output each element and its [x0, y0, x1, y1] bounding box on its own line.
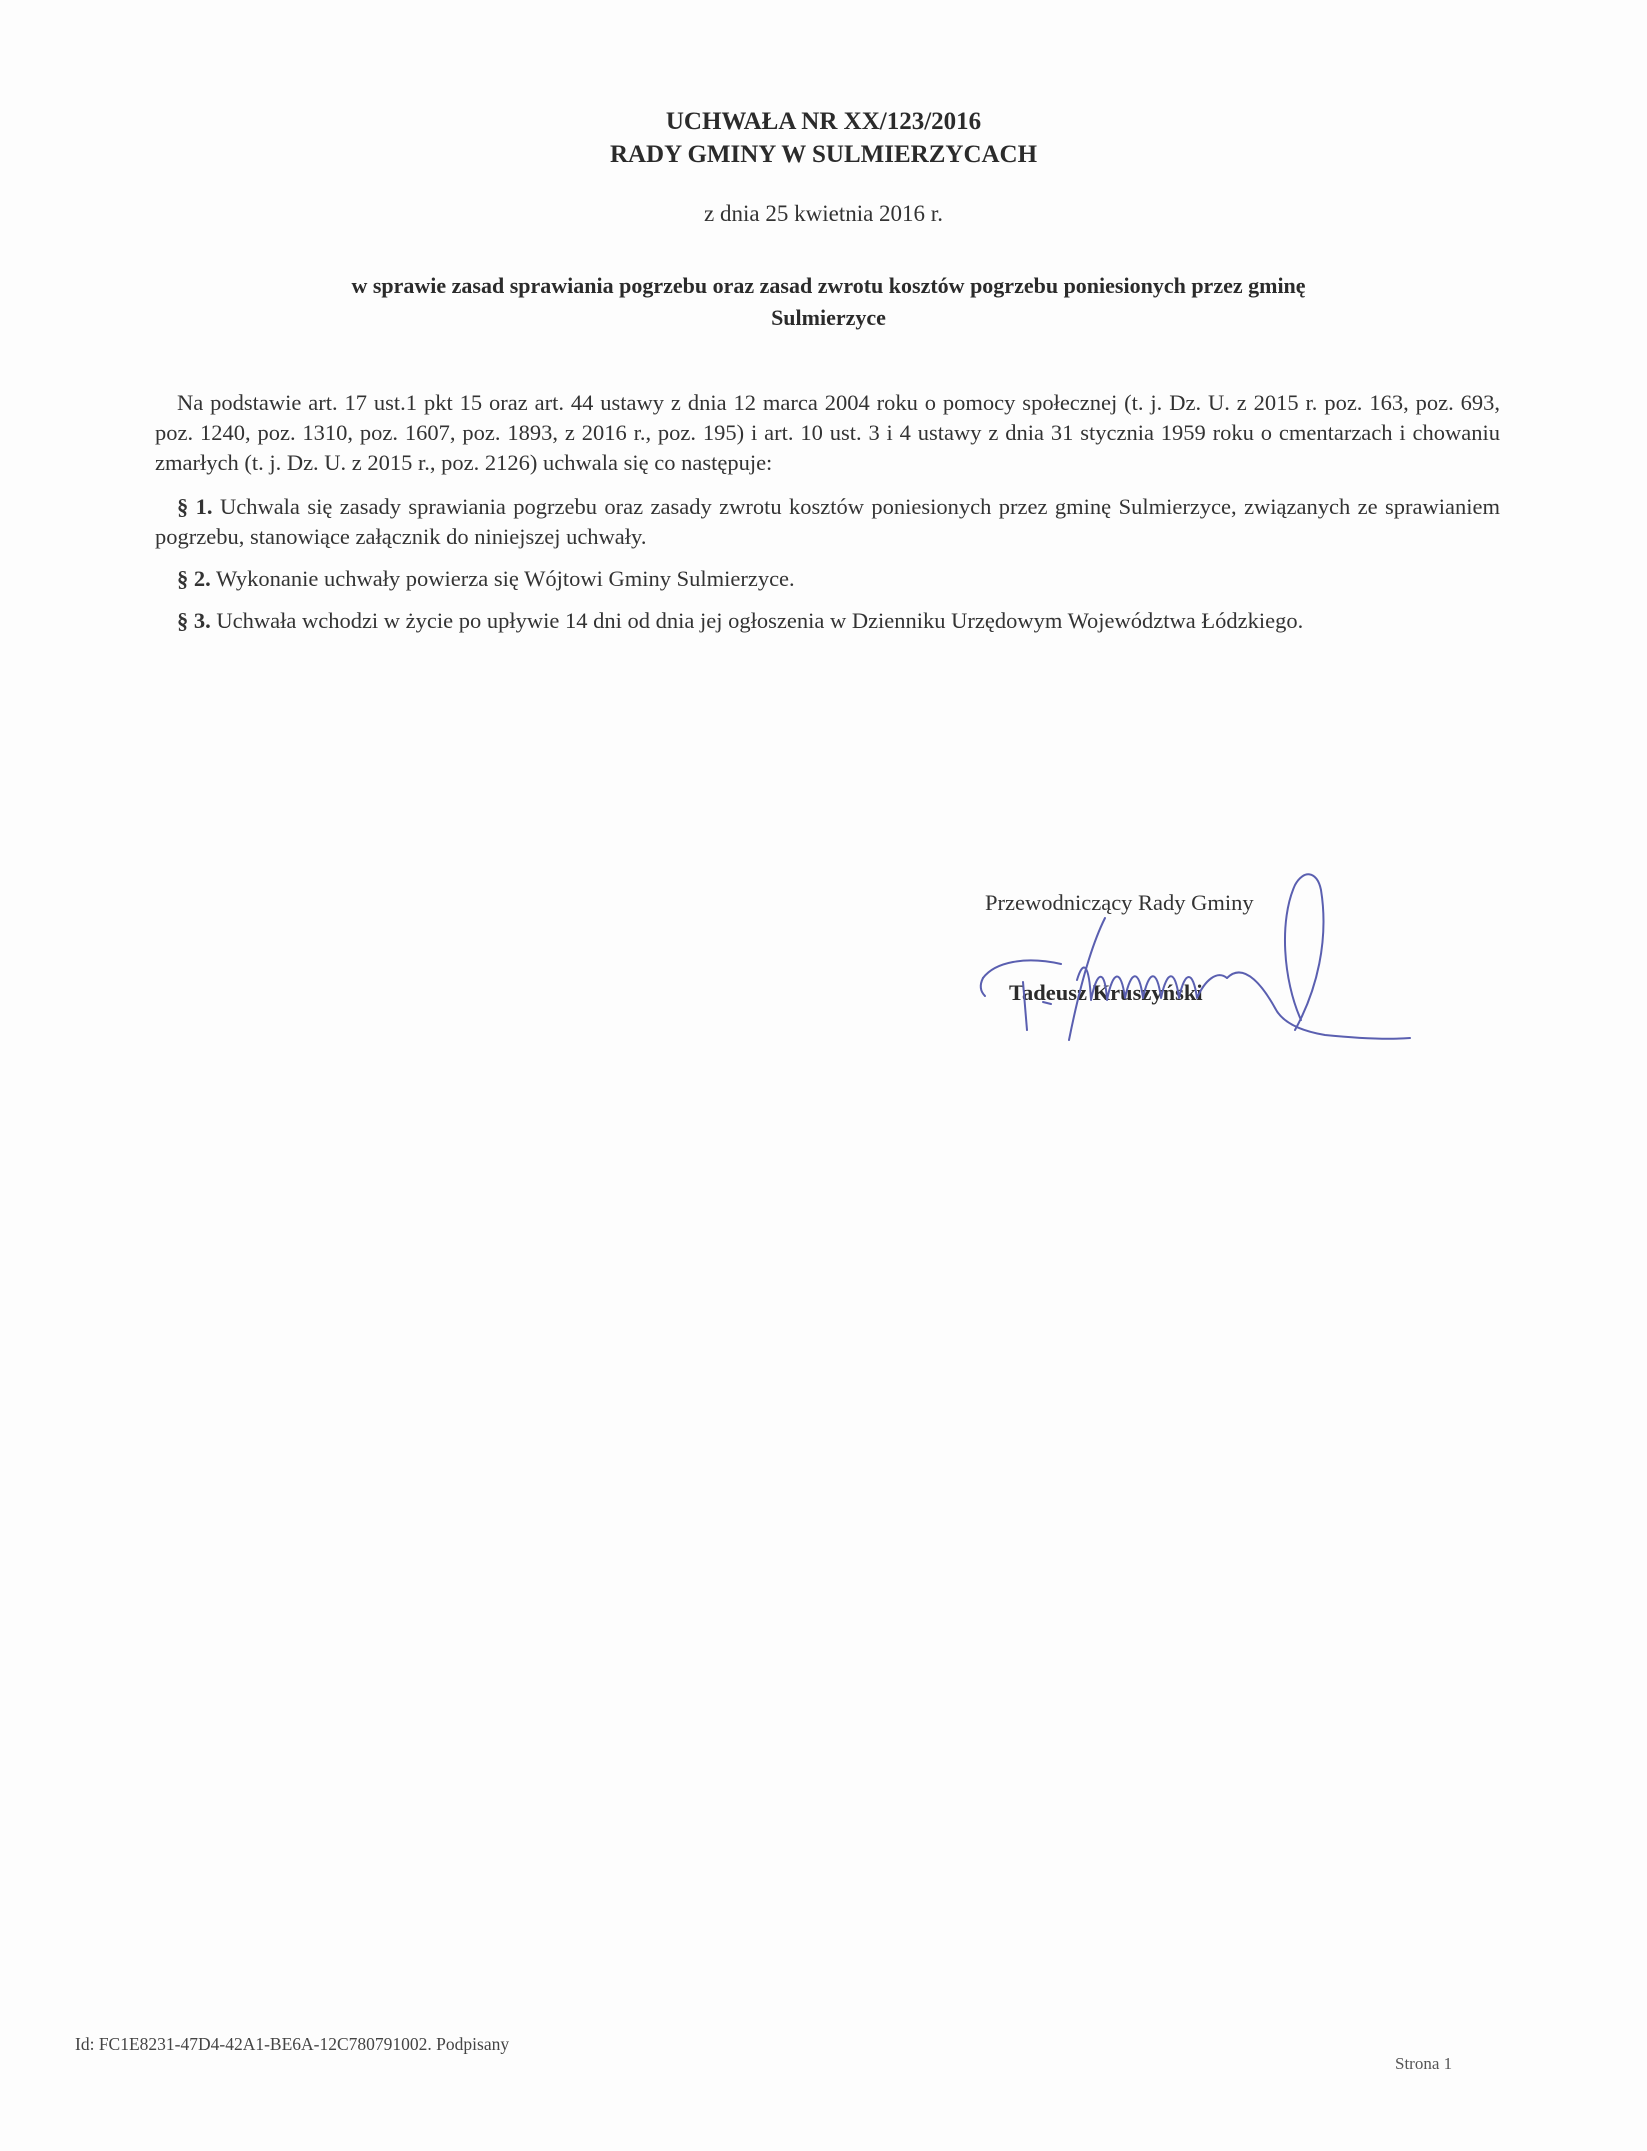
paragraph-text: Uchwała wchodzi w życie po upływie 14 dni od dnia jej ogłoszenia w Dzienniku Urzędowym Województwa Łódzkiego. [210, 608, 1304, 633]
signatory-name: Tadeusz Kruszyński [1009, 980, 1203, 1005]
paragraph-text: Wykonanie uchwały powierza się Wójtowi Gminy Sulmierzyce. [210, 566, 795, 591]
subject-line-2: Sulmierzyce [771, 305, 886, 330]
paragraph-mark: § 2. [177, 566, 211, 591]
signatory-role: Przewodniczący Rady Gminy [985, 890, 1254, 915]
paragraph-mark: § 1. [177, 494, 213, 519]
paragraph-2 [155, 564, 1500, 594]
paragraph-1 [155, 492, 1500, 552]
resolution-date: z dnia 25 kwietnia 2016 r. [704, 201, 943, 226]
handwritten-signature-icon [965, 830, 1425, 1060]
document-id-footer: Id: FC1E8231-47D4-42A1-BE6A-12C780791002. Podpisany [75, 2034, 510, 2054]
title-line-number: UCHWAŁA NR XX/123/2016 [665, 108, 982, 135]
title-line-council: RADY GMINY W SULMIERZYCACH [609, 141, 1038, 168]
legal-basis-paragraph: Na podstawie art. 17 ust.1 pkt 15 oraz art. 44 ustawy z dnia 12 marca 2004 roku o pomocy społecznej (t. j. Dz. U. z 2015 r. poz. 163, poz. 693, poz. 1240, poz. 1310, poz. 1607, poz. 1893, z 2016 r., poz. 195) i art. 10 ust. 3 i 4 ustawy z dnia 31 stycznia 1959 roku o cmentarzach i chowaniu zmarłych (t. j. Dz. U. z 2015 r., poz. 2126) uchwala się co następuje: [155, 390, 1500, 475]
paragraph-3 [155, 606, 1500, 636]
resolution-title [0, 105, 1647, 171]
resolution-body [155, 388, 1500, 648]
paragraph-text: Uchwala się zasady sprawiania pogrzebu oraz zasady zwrotu kosztów poniesionych przez gminę Sulmierzyce, związanych ze sprawianiem pogrzebu, stanowiące załącznik do niniejszej uchwały. [155, 494, 1501, 549]
resolution-subject [160, 270, 1497, 334]
paragraph-mark: § 3. [177, 608, 211, 633]
page-number: Strona 1 [1395, 2054, 1453, 2073]
subject-line-1: w sprawie zasad sprawiania pogrzebu oraz zasad zwrotu kosztów pogrzebu poniesionych przez gminę [351, 273, 1306, 298]
